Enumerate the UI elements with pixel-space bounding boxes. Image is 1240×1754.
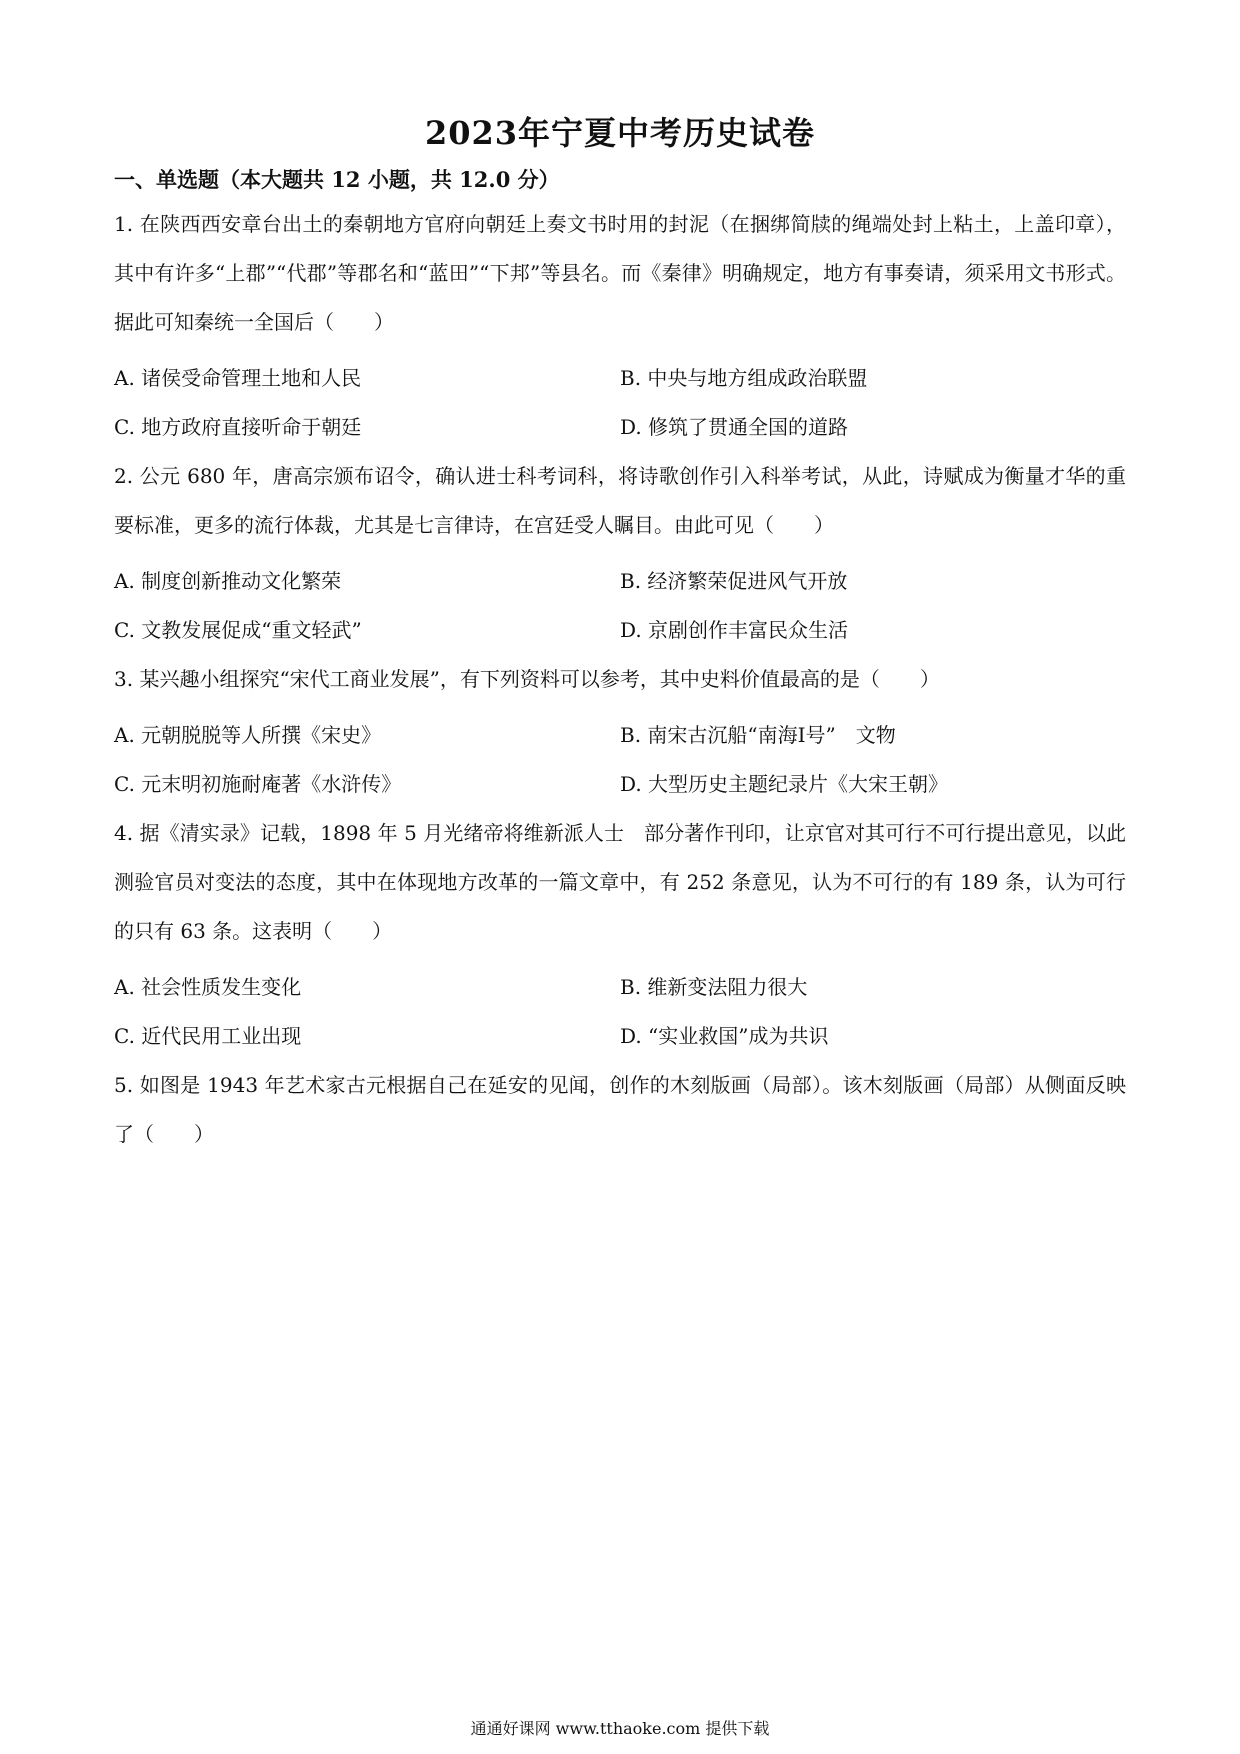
option-d[interactable]: D. 修筑了贯通全国的道路 <box>620 415 849 439</box>
option-d[interactable]: D. 京剧创作丰富民众生活 <box>620 618 849 642</box>
question-stem: 1. 在陕西西安章台出土的秦朝地方官府向朝廷上奏文书时用的封泥（在捆绑简牍的绳端处封上粘土，上盖印章），其中有许多“上郡”“代郡”等郡名和“蓝田”“下邦”等县名。而《秦律》明确规定，地方有事奏请，须采用文书形式。据此可知秦统一全国后（ ） <box>114 212 1126 334</box>
option-grid <box>114 354 1126 452</box>
question-5 <box>114 1061 1126 1159</box>
option-c[interactable]: C. 文教发展促成“重文轻武” <box>114 618 362 642</box>
question-3 <box>114 655 1126 809</box>
option-a[interactable]: A. 制度创新推动文化繁荣 <box>114 569 342 593</box>
option-a[interactable]: A. 诸侯受命管理土地和人民 <box>114 366 362 390</box>
question-stem: 2. 公元 680 年，唐高宗颁布诏令，确认进士科考词科，将诗歌创作引入科举考试，从此，诗赋成为衡量才华的重要标准，更多的流行体裁，尤其是七言律诗，在宫廷受人瞩目。由此可见（ ） <box>114 464 1126 537</box>
question-stem: 3. 某兴趣小组探究“宋代工商业发展”，有下列资料可以参考，其中史料价值最高的是（ ） <box>114 667 940 691</box>
question-2 <box>114 452 1126 655</box>
option-a[interactable]: A. 社会性质发生变化 <box>114 975 302 999</box>
footer-watermark: 通通好课网 www.tthaoke.com 提供下载 <box>470 1719 770 1738</box>
option-grid <box>114 557 1126 655</box>
option-b[interactable]: B. 维新变法阻力很大 <box>620 975 808 999</box>
option-b[interactable]: B. 中央与地方组成政治联盟 <box>620 366 868 390</box>
question-stem: 4. 据《清实录》记载，1898 年 5 月光绪帝将维新派人士 部分著作刊印，让京官对其可行不可行提出意见，以此测验官员对变法的态度，其中在体现地方改革的一篇文章中，有 252 条意见，认为不可行的有 189 条，认为可行的只有 63 条。这表明（ ） <box>114 821 1126 943</box>
option-c[interactable]: C. 地方政府直接听命于朝廷 <box>114 415 362 439</box>
option-c[interactable]: C. 元末明初施耐庵著《水浒传》 <box>114 772 402 796</box>
option-b[interactable]: B. 经济繁荣促进风气开放 <box>620 569 848 593</box>
option-c[interactable]: C. 近代民用工业出现 <box>114 1024 302 1048</box>
option-a[interactable]: A. 元朝脱脱等人所撰《宋史》 <box>114 723 382 747</box>
question-1 <box>114 200 1126 452</box>
option-d[interactable]: D. 大型历史主题纪录片《大宋王朝》 <box>620 772 949 796</box>
question-4 <box>114 809 1126 1061</box>
option-d[interactable]: D. “实业救国”成为共识 <box>620 1024 829 1048</box>
option-grid <box>114 711 1126 809</box>
question-list <box>114 200 1126 1166</box>
page-title: 2023年宁夏中考历史试卷 <box>424 114 816 152</box>
section-heading: 一、单选题（本大题共 12 小题，共 12.0 分） <box>114 167 560 192</box>
option-b[interactable]: B. 南宋古沉船“南海Ⅰ号” 文物 <box>620 723 896 747</box>
option-grid <box>114 963 1126 1061</box>
question-stem: 5. 如图是 1943 年艺术家古元根据自己在延安的见闻，创作的木刻版画（局部）。该木刻版画（局部）从侧面反映了（ ） <box>114 1073 1126 1146</box>
